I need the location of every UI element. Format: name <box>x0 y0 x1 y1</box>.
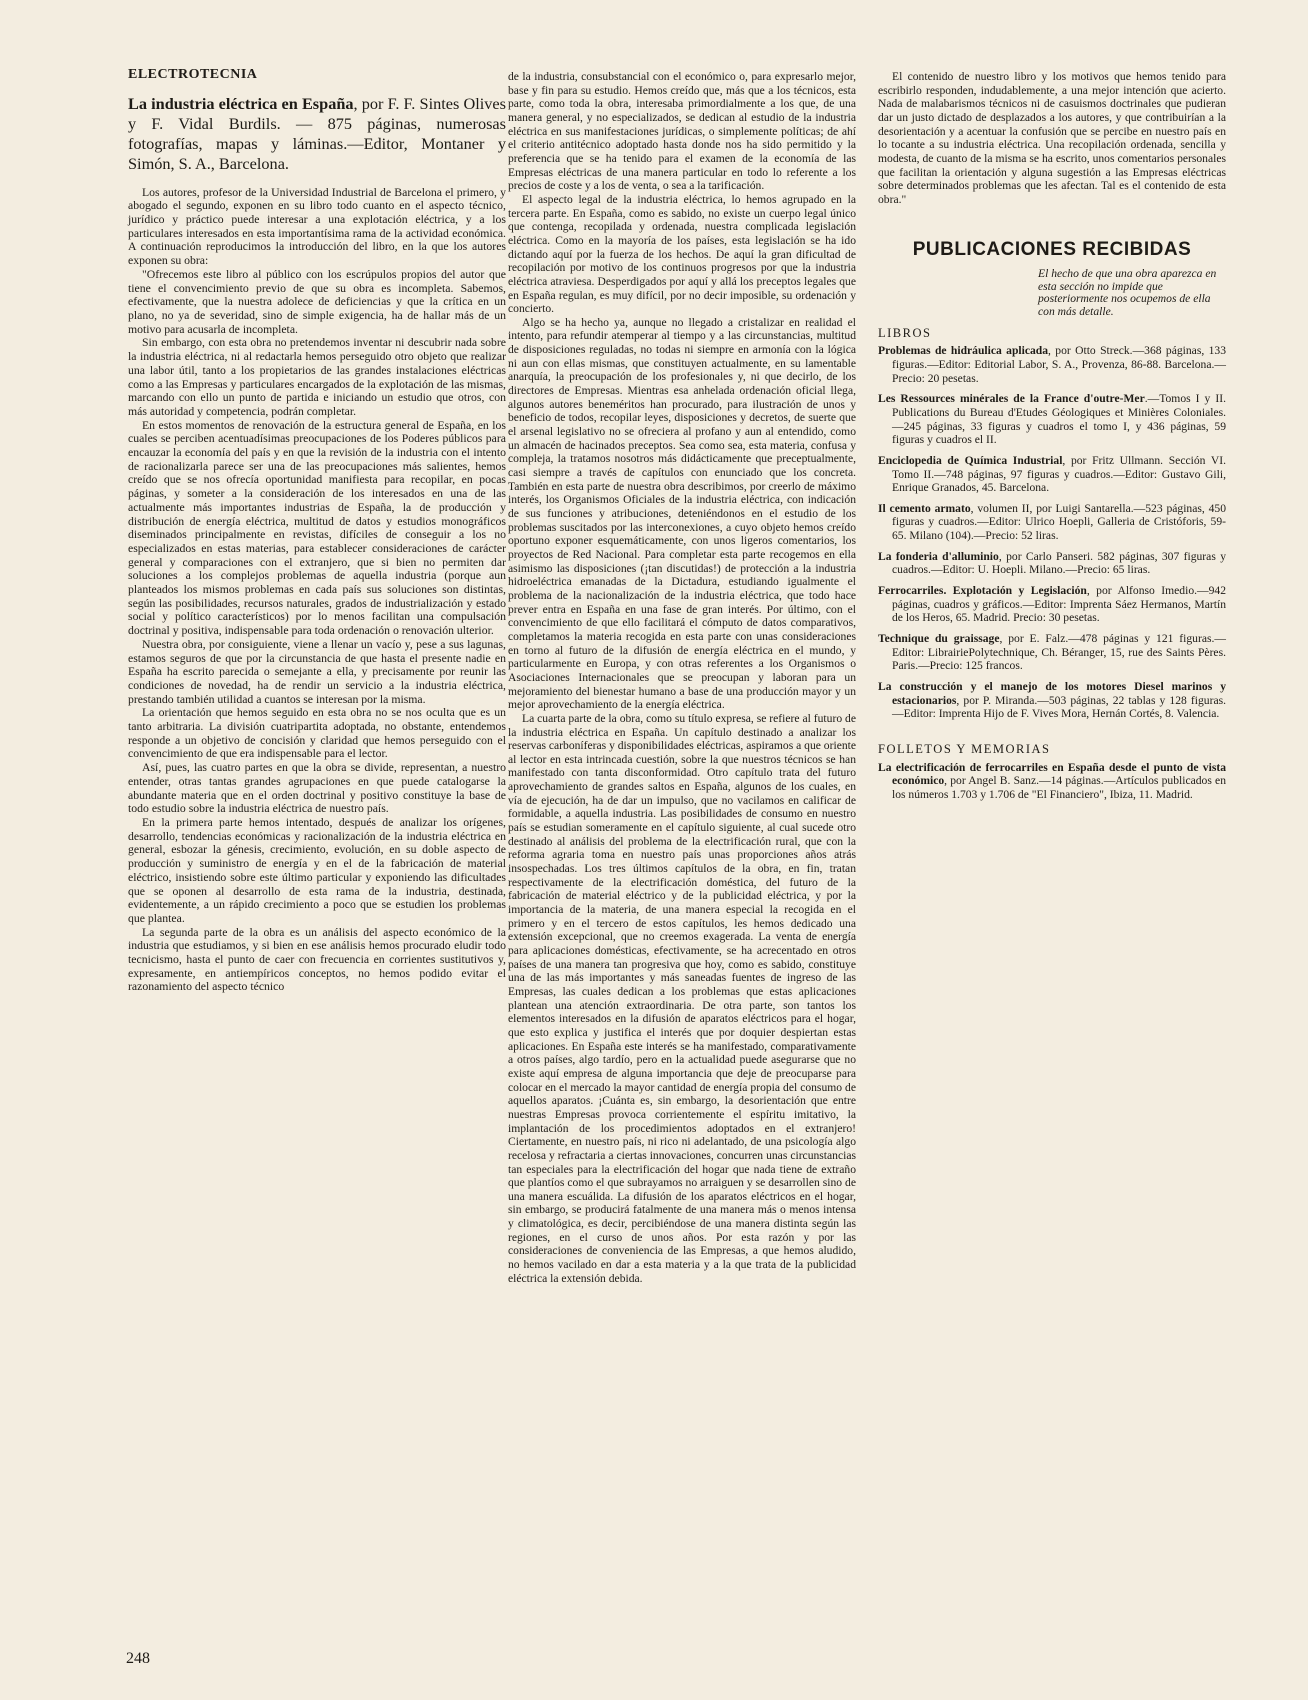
review-paragraph: "Ofrecemos este libro al público con los escrúpulos propios del autor que tiene el convencimiento previo de que su obra es incompleta. Sabemos, efectivamente, que la nuestra adolece de deficiencias y que la crítica en un plano, no ya de severidad, sino de simple exigencia, ha de hallar más de un motivo para acusarla de incompleta. <box>128 267 506 336</box>
book-entry <box>878 344 1226 385</box>
entry-details: , por Alfonso Imedio.—942 páginas, cuadros y gráficos.—Editor: Imprenta Sáez Hermanos, Martín de los Heros, 65. Madrid. Precio: 30 pesetas. <box>892 584 1226 625</box>
book-entry <box>878 680 1226 721</box>
column-3 <box>878 70 1226 809</box>
book-title: La industria eléctrica en España <box>128 93 354 113</box>
review-paragraph: Así, pues, las cuatro partes en que la obra se divide, representan, a nuestro entender, otras tantas grandes agrupaciones en que puede catalogarse la abundante materia que en el orden doctrinal y positivo constituye la base de todo estudio sobre la industria eléctrica de nuestro país. <box>128 761 506 816</box>
publications-note: El hecho de que una obra aparezca en esta sección no impide que posteriormente nos ocupemos de ella con más detalle. <box>1038 267 1217 318</box>
review-paragraph: En estos momentos de renovación de la estructura general de España, en los cuales se perciben acentuadísimas preocupaciones de los Poderes públicos para encauzar la economía del país y en que la revisión de la industria con el intento de racionalizarla parece ser una de las preocupaciones más salientes, hemos creído que se nos ofrecía oportunidad manifiesta para recopilar, en pocas páginas, y someter a la consideración de los interesados en una de las actualmente más importantes industrias de España, la de producción y distribución de energía eléctrica, multitud de datos y estudios monográficos diseminados principalmente en revistas, difíciles de conseguir a los no especializados en estas materias, para establecer consideraciones de carácter general y comparaciones con el extranjero, que si bien no permiten dar soluciones a los complejos problemas de aquella industria (porque aun planteados los mismos problemas en cada país sus soluciones son distintas, según las posibilidades, recursos naturales, grados de industrialización y estado social y político característicos) por lo menos facilitan una compulsación doctrinal y positiva, indispensable para toda ordenación o renovación ulterior. <box>128 418 506 638</box>
entry-details: , por Fritz Ullmann. Sección VI. Tomo II.—748 páginas, 97 figuras y cuadros.—Editor: Gustavo Gili, Enrique Granados, 45. Barcelona. <box>892 453 1226 495</box>
entry-title: Ferrocarriles. Explotación y Legislación <box>878 584 1087 598</box>
review-paragraph: Los autores, profesor de la Universidad Industrial de Barcelona el primero, y abogado el segundo, exponen en su libro todo cuanto en el aspecto técnico, jurídico y práctico puede interesar a una explotación eléctrica, y a los particulares interesados en esta importantísima rama de la actividad económica. A continuación reproducimos la introducción del libro, en la que los autores exponen su obra: <box>128 185 506 268</box>
book-entry <box>878 632 1226 673</box>
entry-title: Enciclopedia de Química Industrial <box>878 453 1063 467</box>
folleto-entry <box>878 761 1226 802</box>
book-details: , por F. F. Sintes Olives y F. Vidal Burdils. — 875 páginas, numerosas fotografías, mapas y láminas.—Editor, Montaner y Simón, S. A., Barcelona. <box>128 93 506 173</box>
review-paragraph: La orientación que hemos seguido en esta obra no se nos oculta que es un tanto arbitraria. La división cuatripartita adoptada, no obstante, entendemos responde a un objetivo de concisión y claridad que hemos perseguido con el convencimiento de que era indispensable para el lector. <box>128 706 506 761</box>
review-paragraph: El contenido de nuestro libro y los motivos que hemos tenido para escribirlo responden, indudablemente, a una mejor intención que acierto. Nada de malabarismos técnicos ni de casuismos doctrinales que pudieran dar un justo dictado de desplazados a los autores, y que contribuirían a la desorientación y a acentuar la confusión que se percibe en nuestro país en lo tocante a su industria eléctrica. Una recopilación ordenada, sencilla y modesta, de cuanto de la misma se ha escrito, unos comentarios personales que facilitan la orientación y alguna sugestión a las Empresas eléctricas sobre determinados problemas que les afectan. Tal es el contenido de esta obra." <box>878 70 1226 206</box>
review-paragraph: Algo se ha hecho ya, aunque no llegado a cristalizar en realidad el intento, para refundir atemperar al tiempo y a las circunstancias, multitud de disposiciones reguladas, no todas ni siempre en armonía con la lógica ni aun con ellas mismas, que constituyen actualmente, en su lamentable anarquía, la preocupación de los profesionales y, ni que decirlo, de los directores de Empresas. Mientras esa anhelada ordenación oficial llega, algunos autores beneméritos han procurado, para ilustración de unos y beneficio de todos, recopilar leyes, disposiciones y decretos, de suerte que el arsenal legislativo no se ofreciera al profano y aun al entendido, como un almacén de hacinados preceptos. Sea como sea, esta materia, confusa y compleja, la tratamos nosotros más didácticamente que preceptualmente, casi siempre a través de capítulos con enunciado que los concreta. También en esta parte de nuestra obra describimos, por creerlo de máximo interés, los Organismos Oficiales de la industria eléctrica, con indicación de sus funciones y atribuciones, deteniéndonos en el estudio de los problemas suscitados por las interconexiones, a cuyo objeto hemos creído oportuno exponer esquemáticamente, con unos ligeros comentarios, los proyectos de Red Nacional. Para completar esta parte recogemos en ella asimismo las disposiciones (¡tan discutidas!) de protección a la industria hidroeléctrica emanadas de la Dictadura, estudiando igualmente el problema de la nacionalización de la industria eléctrica, que todo hace prever entra en España en una fase de gran interés. Por último, con el convencimiento de que ello facilitará el cómputo de datos comparativos, completamos la materia recogida en esta parte con unas consideraciones en torno al futuro de la difusión de energía eléctrica en el mundo, y particularmente en Europa, y con otras referentes a los Organismos o Asociaciones Internacionales que se preocupan y laboran para un mejoramiento del bienestar humano a base de una producción mayor y un mejor aprovechamiento de la energía eléctrica. <box>508 315 856 712</box>
entry-title: La fonderia d'alluminio <box>878 549 999 563</box>
book-entry <box>878 502 1226 543</box>
entry-title: La electrificación de ferrocarriles en España desde el punto de vista económico <box>878 760 1226 788</box>
entry-title: Les Ressources minérales de la France d'outre-Mer <box>878 392 1145 406</box>
section-label: ELECTROTECNIA <box>128 67 258 82</box>
entry-details: , volumen II, por Luigi Santarella.—523 páginas, 450 figuras y cuadros.—Editor: Ulrico Hoepli, Galleria de Cristóforis, 59-65. Milano (104).—Precio: 52 liras. <box>892 501 1226 543</box>
review-paragraph: El aspecto legal de la industria eléctrica, lo hemos agrupado en la tercera parte. En España, como es sabido, no existe un cuerpo legal único que contenga, recopilada y ordenada, nuestra complicada legislación eléctrica. Como en la mayoría de los países, esta legislación se ha ido dictando aquí por la fuerza de los hechos. De aquí la gran dificultad de recopilación por motivo de los continuos progresos por que la industria eléctrica atraviesa. Desperdigados por aquí y allá los preceptos legales que en España regulan, es muy difícil, por no decir imposible, su ordenación y concierto. <box>508 192 856 316</box>
entry-details: , por Angel B. Sanz.—14 páginas.—Artículos publicados en los números 1.703 y 1.706 de "El Financiero", Ibiza, 11. Madrid. <box>892 774 1226 801</box>
folletos-label: FOLLETOS Y MEMORIAS <box>878 742 1051 756</box>
book-entry <box>878 392 1226 447</box>
review-paragraph: de la industria, consubstancial con el económico o, para expresarlo mejor, base y fin para su estudio. Hemos creído que, más que a los técnicos, esta parte, como toda la obra, interesaba primordialmente a los que, de una manera general, y no especializados, se dedican al estudio de la industria eléctrica en sus manifestaciones jurídicas, o simplemente políticas; de ahí el criterio antitécnico adoptado hasta donde nos ha sido permitido y la preferencia que se ha tenido para el examen de la economía de las Empresas eléctricas de una manera particular en todo lo referente a los precios de coste y a los de venta, o sea a la tarificación. <box>508 70 856 193</box>
books-label: LIBROS <box>878 325 932 340</box>
review-paragraph: Sin embargo, con esta obra no pretendemos inventar ni descubrir nada sobre la industria eléctrica, ni al redactarla hemos perseguido otro objeto que realizar una labor útil, tanto a los propietarios de las grandes instalaciones eléctricas como a las Empresas y particulares encargados de la explotación de las mismas, marcando con ello un punto de partida e iniciando un estudio que otros, con más autoridad y competencia, podrán completar. <box>128 336 506 418</box>
entry-details: , por E. Falz.—478 páginas y 121 figuras.—Editor: LibrairiePolytechnique, Ch. Béranger, 15, rue des Saints Pères. Paris.—Precio: 125 francos. <box>892 632 1226 673</box>
column-1 <box>128 68 506 994</box>
review-heading <box>128 94 506 174</box>
review-paragraph: La segunda parte de la obra es un análisis del aspecto económico de la industria que estudiamos, y si bien en ese análisis hemos procurado eludir todo tecnicismo, hasta el punto de caer con frecuencia en corrientes sustitutivos y, expresamente, en antiempíricos conceptos, no hemos podido evitar el razonamiento del aspecto técnico <box>128 925 506 994</box>
review-paragraph: En la primera parte hemos intentado, después de analizar los orígenes, desarrollo, tendencias económicas y racionalización de la industria eléctrica en general, esbozar la génesis, crecimiento, evolución, en su doble aspecto de producción y suministro de energía y en el de la fabricación de material eléctrico, insistiendo sobre este último particular y exponiendo las dificultades que se oponen al desarrollo de esta rama de la industria, destinada, evidentemente, a un rápido crecimiento a poco que se estudien los problemas que plantea. <box>128 816 506 925</box>
review-paragraph: Nuestra obra, por consiguiente, viene a llenar un vacío y, pese a sus lagunas, estamos seguros de que por la circunstancia de que hasta el presente nadie en España ha escrito parecida o semejante a ella, y precisamente por reunir las condiciones de novedad, ha de rendir un servicio a la industria eléctrica, prestando también utilidad a cuantos se interesan por la misma. <box>128 637 506 706</box>
book-entry <box>878 454 1226 495</box>
publications-heading: PUBLICACIONES RECIBIDAS <box>912 238 1192 260</box>
entry-title: Problemas de hidráulica aplicada <box>878 344 1049 358</box>
entry-details: .—Tomos I y II. Publications du Bureau d'Etudes Géologiques et Minières Coloniales.—245 páginas, 33 figuras y cuadros el tomo I, y 436 páginas, 59 figuras y cuadros el II. <box>892 392 1226 447</box>
book-entry <box>878 550 1226 577</box>
entry-details: , por P. Miranda.—503 páginas, 22 tablas y 128 figuras.—Editor: Imprenta Hijo de F. Vives Mora, Hernán Cortés, 8. Valencia. <box>892 693 1226 721</box>
entry-title: Technique du graissage <box>878 632 1000 646</box>
entry-details: , por Carlo Panseri. 582 páginas, 307 figuras y cuadros.—Editor: U. Hoepli. Milano.—Precio: 65 liras. <box>892 549 1226 577</box>
column-2 <box>508 70 856 1285</box>
book-entry <box>878 584 1226 625</box>
review-paragraph: La cuarta parte de la obra, como su título expresa, se refiere al futuro de la industria eléctrica en España. Un capítulo destinado a analizar los reservas carboníferas y disponibilidades eléctricas, aspiramos a que oriente al lector en esta intrincada cuestión, sobre la que nuestros técnicos se han manifestado con tanta disconformidad. Otro capítulo trata del futuro aprovechamiento de grandes saltos en España, algunos de los cuales, en vía de ejecución, ha de dar un impulso, que no vacilamos en calificar de formidable, a aquella industria. Las posibilidades de consumo en nuestro país se estudian someramente en el capítulo siguiente, al cual sucede otro destinado al análisis del problema de la electrificación rural, que con la reforma agraria toma en nuestro país unas proporciones años atrás insospechadas. Los tres últimos capítulos de la obra, en fin, tratan respectivamente de la electrificación doméstica, del futuro de la fabricación de material eléctrico y de la publicidad eléctrica, y por la importancia de la materia, de una manera especial la recogida en el primero y en el tercero de estos capítulos, les hemos dedicado una extensión excepcional, que no creemos exagerada. La venta de energía para aplicaciones domésticas, efectivamente, se ha acrecentado en otros países de una manera tan progresiva que hoy, como es sabido, constituye una de las más importantes y más saneadas fuentes de ingreso de las Empresas, las cuales dedican a los problemas que estas aplicaciones plantean una atención extraordinaria. De otra parte, son tantos los elementos interesados en la difusión de aparatos eléctricos para el hogar, que esto explica y justifica el interés que por doquier despiertan estas aplicaciones. En España este interés se ha manifestado, comparativamente a otros países, algo tardío, pero en la actualidad puede asegurarse que no existe aquí empresa de alguna importancia que deje de preocuparse para colocar en el mercado la mayor cantidad de energía propia del consumo de aquellos aparatos. ¡Cuánta es, sin embargo, la desorientación que entre nuestras Empresas provoca corrientemente el espíritu imitativo, la implantación de los procedimientos adoptados en el extranjero! Ciertamente, en nuestro país, ni rico ni adelantado, de una psicología algo recelosa y refractaria a ciertas innovaciones, concurren unas circunstancias tan especiales para la electrificación del hogar que nada tiene de extraño que plantíos como el que subrayamos no arraiguen y se desarrollen sino de una manera escuálida. La difusión de los aparatos eléctricos en el hogar, sin embargo, se producirá fatalmente de una manera más o menos intensa y climatológica, es decir, percibiéndose de una manera distinta según las regiones, en el curso de unos años. Por esta razón y por las consideraciones de conveniencia de las Empresas, a que hemos aludido, no hemos vacilado en dar a esta materia y a la que trata de la publicidad eléctrica la extensión debida. <box>508 711 856 1285</box>
page-number: 248 <box>126 1650 150 1667</box>
entry-details: , por Otto Streck.—368 páginas, 133 figuras.—Editor: Editorial Labor, S. A., Provenza, 86-88. Barcelona.—Precio: 20 pesetas. <box>892 344 1226 385</box>
entry-title: Il cemento armato <box>878 501 971 515</box>
entry-title: La construcción y el manejo de los motores Diesel marinos y estacionarios <box>878 680 1226 707</box>
